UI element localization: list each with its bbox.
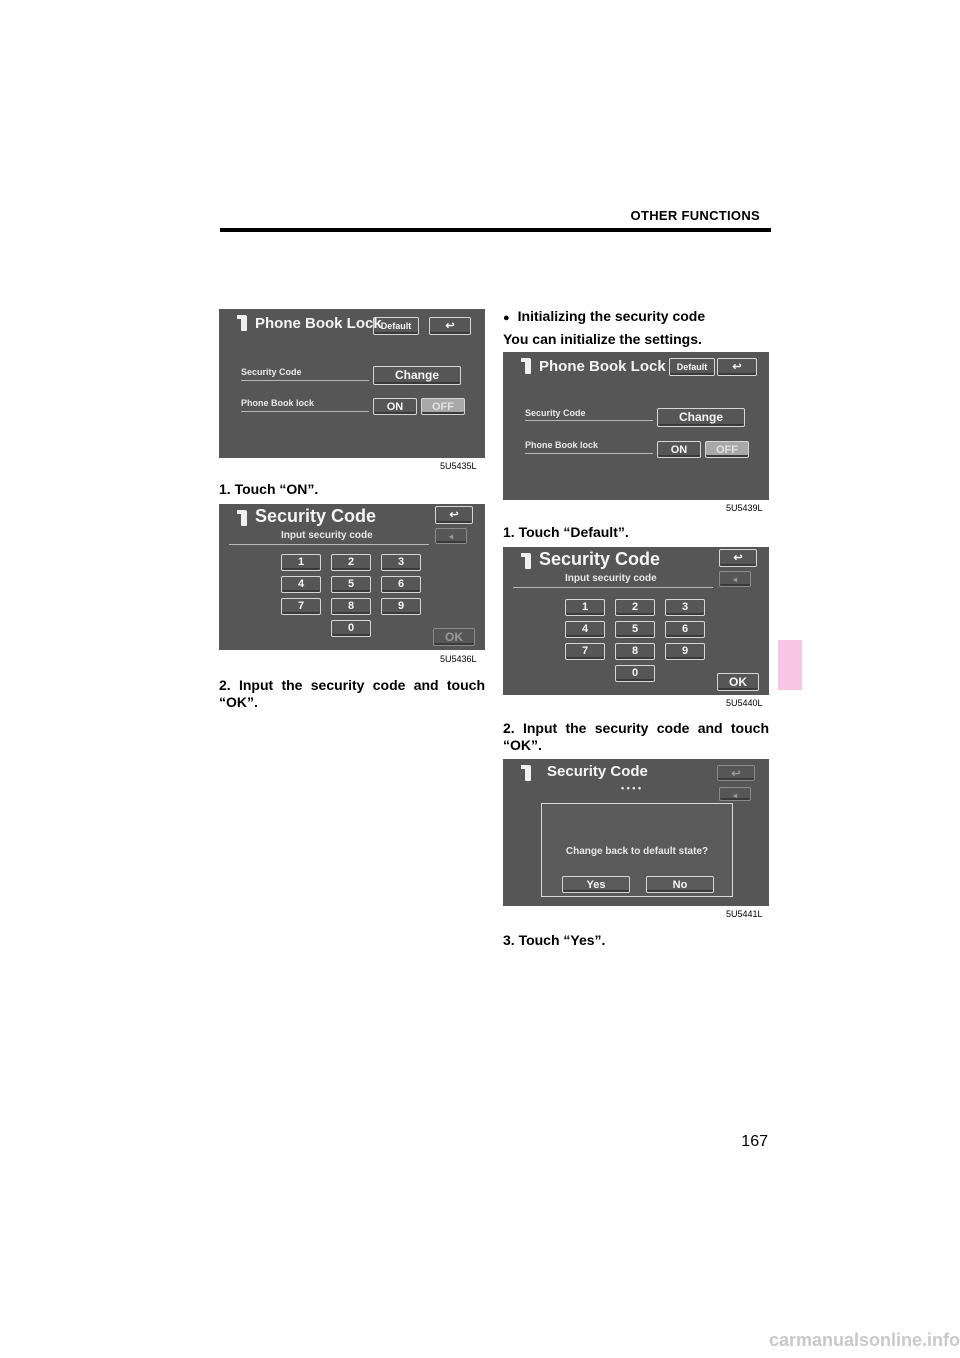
image-code: 5U5441L bbox=[726, 909, 763, 919]
screen-title: Phone Book Lock bbox=[539, 358, 666, 375]
back-icon: ↩ bbox=[449, 509, 459, 521]
section-heading bbox=[503, 308, 705, 327]
key-5[interactable]: 5 bbox=[615, 621, 655, 638]
security-code-screenshot bbox=[503, 547, 769, 695]
security-code-label: Security Code bbox=[241, 367, 302, 377]
screen-title: Security Code bbox=[547, 763, 648, 780]
bullet-icon: ● bbox=[503, 312, 510, 324]
image-code: 5U5435L bbox=[440, 461, 477, 471]
step-3-right: 3. Touch “Yes”. bbox=[503, 932, 606, 948]
key-2[interactable]: 2 bbox=[615, 599, 655, 616]
key-4[interactable]: 4 bbox=[565, 621, 605, 638]
back-button[interactable] bbox=[717, 765, 755, 781]
default-button[interactable]: Default bbox=[669, 358, 715, 376]
key-1[interactable]: 1 bbox=[565, 599, 605, 616]
phone-book-lock-screenshot bbox=[219, 309, 485, 458]
screen-title: Phone Book Lock bbox=[255, 315, 382, 332]
security-code-screenshot bbox=[219, 504, 485, 650]
back-icon: ↩ bbox=[732, 361, 742, 373]
image-code: 5U5440L bbox=[726, 698, 763, 708]
key-9[interactable]: 9 bbox=[665, 643, 705, 660]
no-button[interactable]: No bbox=[646, 876, 714, 893]
yes-button[interactable]: Yes bbox=[562, 876, 630, 893]
key-9[interactable]: 9 bbox=[381, 598, 421, 615]
heading-text: Initializing the security code bbox=[517, 308, 706, 324]
delete-button[interactable]: ◂ bbox=[435, 528, 467, 544]
key-6[interactable]: 6 bbox=[665, 621, 705, 638]
phone-book-lock-label: Phone Book lock bbox=[525, 440, 599, 450]
key-3[interactable]: 3 bbox=[665, 599, 705, 616]
security-code-rule bbox=[525, 420, 653, 421]
phone-book-lock-rule bbox=[525, 453, 653, 454]
delete-button[interactable]: ◂ bbox=[719, 787, 751, 801]
key-8[interactable]: 8 bbox=[331, 598, 371, 615]
back-button[interactable] bbox=[717, 358, 757, 376]
key-2[interactable]: 2 bbox=[331, 554, 371, 571]
chapter-tab bbox=[778, 640, 802, 690]
watermark: carmanualsonline.info bbox=[768, 1330, 960, 1350]
key-7[interactable]: 7 bbox=[281, 598, 321, 615]
image-code: 5U5439L bbox=[726, 503, 763, 513]
confirm-dialog bbox=[541, 803, 733, 897]
intro-text: You can initialize the settings. bbox=[503, 331, 702, 347]
back-icon: ↩ bbox=[731, 768, 741, 780]
back-button[interactable] bbox=[435, 506, 473, 524]
input-subtitle: Input security code bbox=[565, 573, 657, 584]
screen-title: Security Code bbox=[539, 549, 661, 569]
phone-book-lock-rule bbox=[241, 411, 369, 412]
key-5[interactable]: 5 bbox=[331, 576, 371, 593]
back-icon: ↩ bbox=[445, 320, 455, 332]
section-header: OTHER FUNCTIONS bbox=[630, 208, 760, 223]
subtitle-rule bbox=[513, 587, 713, 588]
back-icon: ↩ bbox=[733, 552, 743, 564]
key-4[interactable]: 4 bbox=[281, 576, 321, 593]
key-0[interactable]: 0 bbox=[615, 665, 655, 682]
on-button[interactable]: ON bbox=[373, 398, 417, 415]
masked-code: • • • • bbox=[621, 783, 642, 793]
phone-icon bbox=[525, 765, 531, 781]
key-0[interactable]: 0 bbox=[331, 620, 371, 637]
step-2-left-line1: 2. Input the security code and touch bbox=[219, 677, 485, 693]
change-button[interactable]: Change bbox=[373, 366, 461, 385]
page-number: 167 bbox=[741, 1133, 768, 1150]
key-1[interactable]: 1 bbox=[281, 554, 321, 571]
phone-icon bbox=[241, 510, 247, 526]
security-code-label: Security Code bbox=[525, 408, 586, 418]
phone-icon bbox=[525, 553, 531, 569]
ok-button[interactable]: OK bbox=[717, 673, 759, 691]
step-2-right bbox=[503, 720, 769, 754]
image-code: 5U5436L bbox=[440, 654, 477, 664]
change-button[interactable]: Change bbox=[657, 408, 745, 427]
phone-icon bbox=[241, 315, 247, 331]
input-subtitle: Input security code bbox=[281, 530, 373, 541]
step-2-left-line2: “OK”. bbox=[219, 694, 258, 710]
ok-button[interactable]: OK bbox=[433, 628, 475, 646]
security-code-rule bbox=[241, 380, 369, 381]
key-7[interactable]: 7 bbox=[565, 643, 605, 660]
header-rule bbox=[220, 228, 771, 232]
phone-icon bbox=[525, 358, 531, 374]
back-button[interactable] bbox=[719, 549, 757, 567]
subtitle-rule bbox=[229, 544, 429, 545]
key-8[interactable]: 8 bbox=[615, 643, 655, 660]
confirm-dialog-screenshot bbox=[503, 759, 769, 906]
default-button[interactable]: Default bbox=[373, 317, 419, 335]
phone-book-lock-label: Phone Book lock bbox=[241, 398, 315, 408]
key-3[interactable]: 3 bbox=[381, 554, 421, 571]
step-2-right-line2: “OK”. bbox=[503, 737, 542, 753]
dialog-message: Change back to default state? bbox=[565, 846, 709, 857]
step-2-right-line1: 2. Input the security code and touch bbox=[503, 720, 769, 736]
off-button[interactable]: OFF bbox=[421, 398, 465, 415]
step-1-right: 1. Touch “Default”. bbox=[503, 524, 629, 540]
off-button[interactable]: OFF bbox=[705, 441, 749, 458]
screen-title: Security Code bbox=[255, 506, 377, 526]
phone-book-lock-screenshot bbox=[503, 352, 769, 500]
step-1-left: 1. Touch “ON”. bbox=[219, 481, 319, 497]
on-button[interactable]: ON bbox=[657, 441, 701, 458]
key-6[interactable]: 6 bbox=[381, 576, 421, 593]
step-2-left bbox=[219, 677, 485, 711]
back-button[interactable] bbox=[429, 317, 471, 335]
delete-button[interactable]: ◂ bbox=[719, 571, 751, 587]
